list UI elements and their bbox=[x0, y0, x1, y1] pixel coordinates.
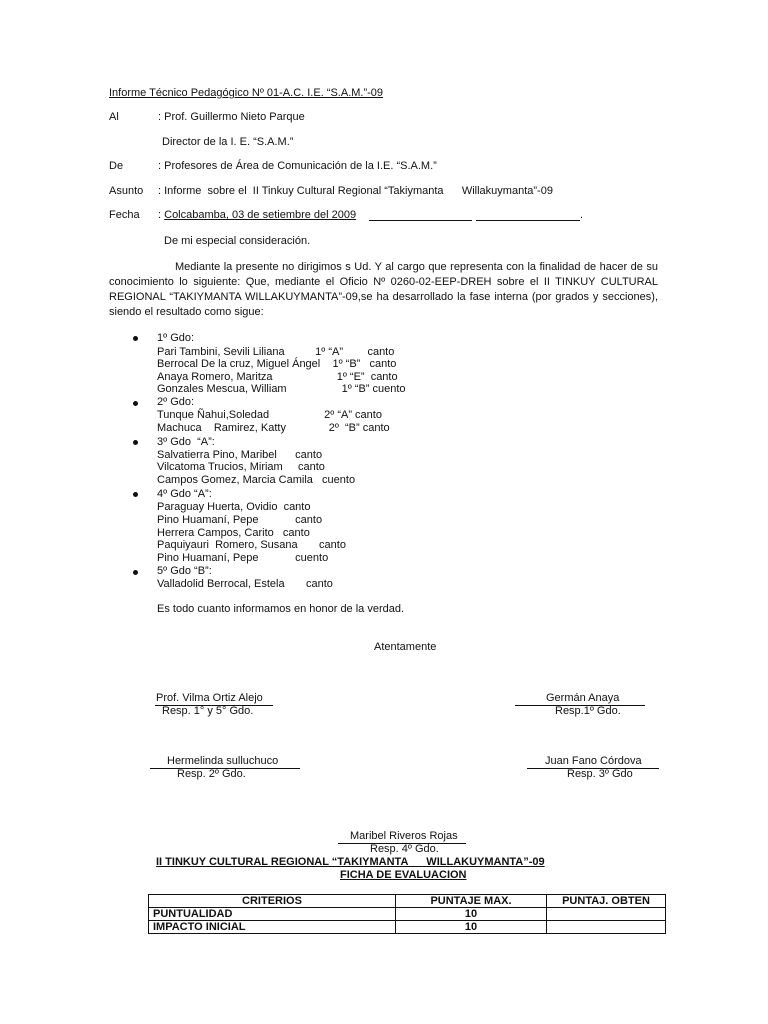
de-label: De bbox=[109, 160, 124, 172]
grade-1-line: Pari Tambini, Sevili Liliana 1º “A” canto bbox=[157, 346, 395, 358]
bullet-grade-5 bbox=[133, 570, 138, 575]
table-cell: 10 bbox=[396, 908, 547, 921]
bullet-grade-4 bbox=[133, 492, 138, 497]
signature-3-name: Hermelinda sulluchuco bbox=[167, 755, 279, 767]
signature-5-name: Maribel Riveros Rojas bbox=[350, 830, 458, 842]
table-cell[interactable] bbox=[547, 921, 666, 934]
grade-3-line: Vilcatoma Trucios, Miriam canto bbox=[157, 461, 325, 473]
fecha-fill-line-2 bbox=[476, 220, 580, 221]
column-header: PUNTAJ. OBTEN bbox=[547, 895, 666, 908]
bullet-grade-3 bbox=[133, 440, 138, 445]
grade-3-heading: 3º Gdo “A”: bbox=[157, 436, 215, 448]
regards: Atentamente bbox=[374, 641, 437, 653]
fecha-value: Colcabamba, 03 de setiembre del 2009 bbox=[164, 209, 357, 221]
signature-1-role: Resp. 1° y 5° Gdo. bbox=[162, 705, 254, 717]
signature-3-role: Resp. 2º Gdo. bbox=[177, 768, 246, 780]
grade-1-line: Anaya Romero, Maritza 1º “E” canto bbox=[157, 371, 398, 383]
grade-2-heading: 2º Gdo: bbox=[157, 396, 195, 408]
signature-4-name: Juan Fano Córdova bbox=[545, 755, 642, 767]
fecha-fill-line-1 bbox=[369, 220, 472, 221]
asunto-value: : Informe sobre el II Tinkuy Cultural Regional “Takiymanta Willakuymanta”-09 bbox=[158, 185, 553, 197]
grade-4-line: Pino Huamaní, Pepe cuento bbox=[157, 552, 329, 564]
evaluation-subtitle: FICHA DE EVALUACION bbox=[340, 869, 467, 881]
fecha-colon: : bbox=[158, 209, 165, 221]
grade-4-line: Paquiyauri Romero, Susana canto bbox=[157, 539, 346, 551]
table-cell: 10 bbox=[396, 921, 547, 934]
evaluation-table bbox=[148, 894, 666, 934]
table-header-row bbox=[149, 895, 666, 908]
grade-3-line: Salvatierra Pino, Maribel canto bbox=[157, 449, 323, 461]
grade-1-line: Berrocal De la cruz, Miguel Ángel 1º “B” canto bbox=[157, 358, 397, 370]
column-header: CRITERIOS bbox=[149, 895, 396, 908]
grade-4-line: Herrera Campos, Carito canto bbox=[157, 527, 310, 539]
greeting: De mi especial consideración. bbox=[164, 235, 311, 247]
signature-2-name: Germán Anaya bbox=[546, 692, 620, 704]
al-label: Al bbox=[109, 111, 119, 123]
fecha-line bbox=[158, 209, 356, 222]
evaluation-title: II TINKUY CULTURAL REGIONAL “TAKIYMANTA WILLAKUYMANTA”-09 bbox=[156, 856, 545, 868]
document-title: Informe Técnico Pedagógico Nº 01-A.C. I.E. “S.A.M.”-09 bbox=[109, 87, 384, 99]
grade-5-line: Valladolid Berrocal, Estela canto bbox=[157, 578, 333, 590]
asunto-label: Asunto bbox=[109, 185, 144, 197]
grade-2-line: Tunque Ñahui,Soledad 2º “A” canto bbox=[157, 409, 382, 421]
al-value: : Prof. Guillermo Nieto Parque bbox=[158, 111, 305, 123]
column-header: PUNTAJE MAX. bbox=[396, 895, 547, 908]
grade-4-heading: 4º Gdo “A”: bbox=[157, 488, 212, 500]
grade-4-line: Paraguay Huerta, Ovidio canto bbox=[157, 501, 311, 513]
intro-paragraph: Mediante la presente no dirigimos s Ud. Y al cargo que representa con la finalidad de hacer de su conocimiento lo siguiente: Que, mediante el Oficio Nº 0260-02-EEP-DREH sobre el II TINKUY CULTURAL REGIONAL “TAKIYMANTA WILLAKUYMANTA”-09,se ha desarrollado la fase interna (por grados y secciones), siendo el resultado como sigue: bbox=[109, 261, 658, 318]
al-value-line2: Director de la I. E. “S.A.M.” bbox=[162, 136, 294, 148]
grade-5-heading: 5º Gdo “B”: bbox=[157, 565, 212, 577]
fecha-end: . bbox=[580, 209, 584, 221]
grade-1-heading: 1º Gdo: bbox=[157, 332, 195, 344]
grade-4-line: Pino Huamaní, Pepe canto bbox=[157, 514, 323, 526]
table-cell: IMPACTO INICIAL bbox=[149, 921, 396, 934]
table-row bbox=[149, 908, 666, 921]
table-cell: PUNTUALIDAD bbox=[149, 908, 396, 921]
signature-5-role: Resp. 4º Gdo. bbox=[370, 843, 439, 855]
bullet-grade-1 bbox=[133, 336, 138, 341]
closing-statement: Es todo cuanto informamos en honor de la verdad. bbox=[157, 603, 405, 615]
grade-3-line: Campos Gomez, Marcia Camila cuento bbox=[157, 474, 356, 486]
grade-2-line: Machuca Ramirez, Katty 2º “B” canto bbox=[157, 422, 390, 434]
signature-4-role: Resp. 3º Gdo bbox=[567, 768, 633, 780]
signature-2-role: Resp.1º Gdo. bbox=[555, 705, 621, 717]
signature-1-name: Prof. Vilma Ortiz Alejo bbox=[156, 692, 263, 704]
bullet-grade-2 bbox=[133, 401, 138, 406]
de-value: : Profesores de Área de Comunicación de la I.E. “S.A.M.” bbox=[158, 160, 437, 172]
fecha-label: Fecha bbox=[109, 209, 140, 221]
grade-1-line: Gonzales Mescua, William 1º “B” cuento bbox=[157, 383, 406, 395]
table-row bbox=[149, 921, 666, 934]
table-cell[interactable] bbox=[547, 908, 666, 921]
